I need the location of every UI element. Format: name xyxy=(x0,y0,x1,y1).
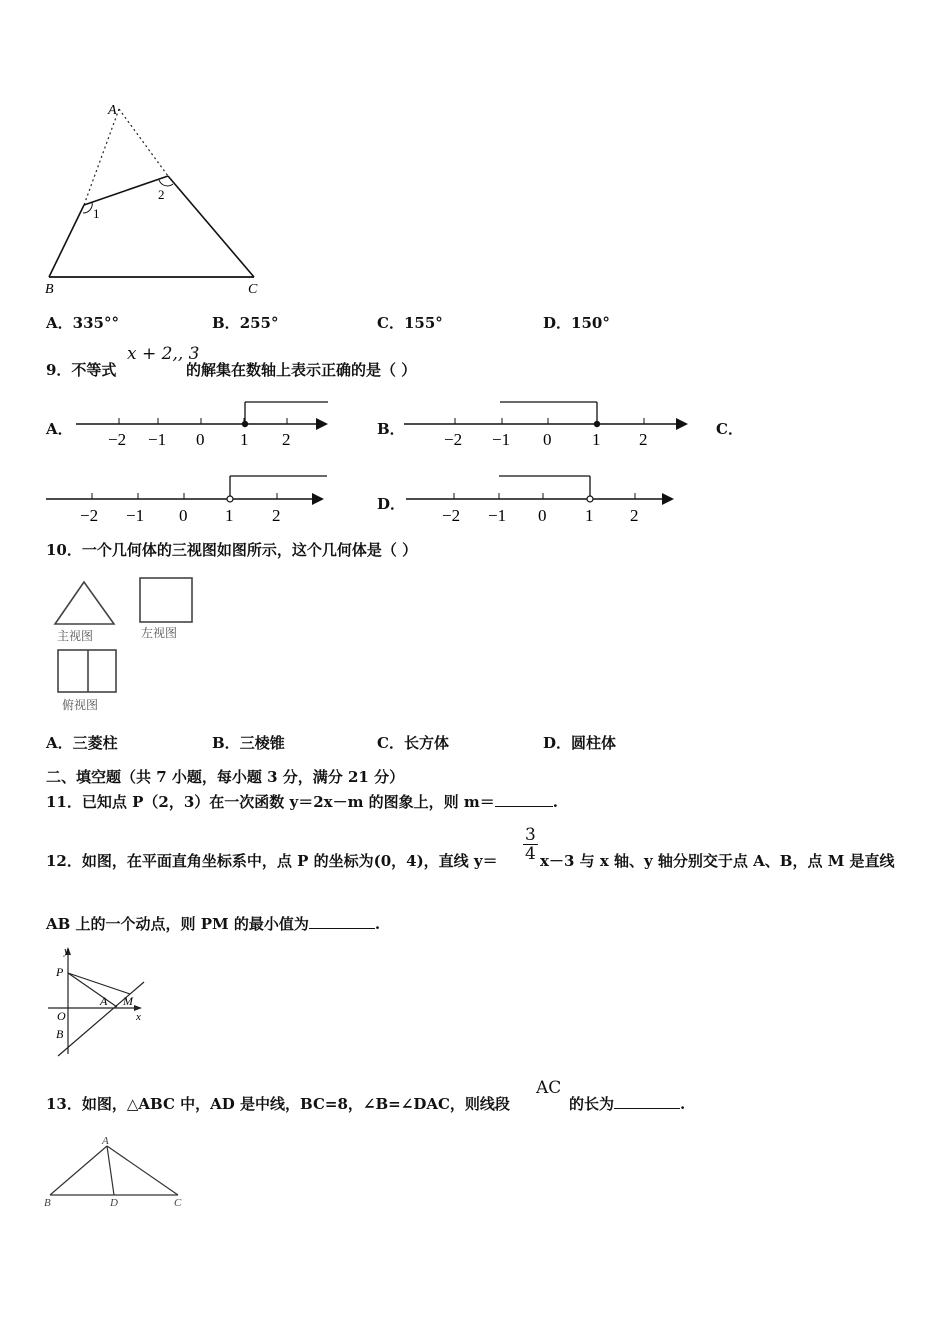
tick: 2 xyxy=(272,506,281,525)
q13-ac: AC xyxy=(536,1078,562,1098)
tick: 2 xyxy=(639,430,648,449)
label-C: C xyxy=(248,282,258,297)
tick: 1 xyxy=(240,430,249,449)
label-apex: A xyxy=(108,103,117,118)
q8-option-b[interactable]: B．255° xyxy=(212,314,279,332)
q10-option-a[interactable]: A．三菱柱 xyxy=(46,734,118,752)
label-P: P xyxy=(56,965,64,979)
tick: 2 xyxy=(630,506,639,525)
tick: −1 xyxy=(126,506,145,525)
q9-stem-suffix: 的解集在数轴上表示正确的是（ ） xyxy=(186,361,417,379)
q12-fraction: $\frac{3}{4}$ xyxy=(525,825,536,864)
front-view-label: 主视图 xyxy=(57,629,94,643)
q10-option-c[interactable]: C．长方体 xyxy=(377,734,449,752)
q12-line1-part1: 12．如图，在平面直角坐标系中，点 P 的坐标为(0，4)，直线 y＝ xyxy=(46,852,498,870)
q9-number-line-c xyxy=(42,470,332,528)
label-B: B xyxy=(45,282,54,297)
q8-triangle-figure xyxy=(40,98,280,298)
label-x: x xyxy=(136,1011,141,1023)
tick: −1 xyxy=(492,430,511,449)
label-M: M xyxy=(123,994,133,1008)
q11-line: 11．已知点 P（2，3）在一次函数 y＝2x－m 的图象上，则 m＝ . xyxy=(46,793,558,811)
q9-stem-prefix: 9．不等式 xyxy=(46,361,117,379)
tick: 0 xyxy=(538,506,547,525)
label-angle-1: 1 xyxy=(93,206,100,221)
tick: −2 xyxy=(108,430,127,449)
q8-option-c[interactable]: C．155° xyxy=(377,314,443,332)
q8-option-a[interactable]: A．335°° xyxy=(46,314,119,332)
label-D: D xyxy=(110,1197,118,1209)
q13-answer-blank[interactable] xyxy=(614,1107,680,1109)
q12-answer-blank[interactable] xyxy=(309,927,375,929)
q9-option-c-label[interactable]: C． xyxy=(716,420,743,438)
left-view-label: 左视图 xyxy=(141,626,178,640)
section-heading: 二、填空题（共 7 小题，每小题 3 分，满分 21 分） xyxy=(46,768,405,786)
tick: −2 xyxy=(80,506,99,525)
q11-text: 11．已知点 P（2，3）在一次函数 y＝2x－m 的图象上，则 m＝ xyxy=(46,793,495,811)
label-O: O xyxy=(57,1009,66,1023)
q12-coordinate-figure xyxy=(44,942,156,1060)
label-B: B xyxy=(56,1027,64,1041)
q9-number-line-d xyxy=(402,470,682,528)
q9-inequality: x + 2,, 3 xyxy=(127,344,200,364)
tick: 1 xyxy=(592,430,601,449)
q10-three-views-figure xyxy=(48,572,208,722)
label-y: y xyxy=(64,945,69,957)
tick: −2 xyxy=(444,430,463,449)
q10-stem: 10．一个几何体的三视图如图所示，这个几何体是（ ） xyxy=(46,541,418,559)
tick: −2 xyxy=(442,506,461,525)
label-C: C xyxy=(174,1197,182,1209)
q10-option-b[interactable]: B．三棱锥 xyxy=(212,734,285,752)
label-B: B xyxy=(44,1197,51,1209)
tick: 0 xyxy=(179,506,188,525)
q13-part2-line: 的长为 . xyxy=(569,1095,686,1113)
top-view-label: 俯视图 xyxy=(62,698,99,712)
q13-triangle-figure xyxy=(40,1134,190,1210)
q13-part1: 13．如图，△ABC 中，AD 是中线，BC=8，∠B=∠DAC，则线段 xyxy=(46,1095,510,1113)
tick: 2 xyxy=(282,430,291,449)
q10-option-d[interactable]: D．圆柱体 xyxy=(543,734,617,752)
label-angle-2: 2 xyxy=(158,187,165,202)
label-A: A xyxy=(100,994,108,1008)
label-A: A xyxy=(102,1135,109,1147)
q9-option-b-label[interactable]: B． xyxy=(377,420,405,438)
q12-line1-part2: x－3 与 x 轴、y 轴分别交于点 A、B，点 M 是直线 xyxy=(540,852,895,870)
tick: 1 xyxy=(585,506,594,525)
tick: −1 xyxy=(488,506,507,525)
tick: 1 xyxy=(225,506,234,525)
tick: 0 xyxy=(196,430,205,449)
q9-number-line-a xyxy=(70,396,335,452)
tick: 0 xyxy=(543,430,552,449)
tick: −1 xyxy=(148,430,167,449)
q12-line2: AB 上的一个动点，则 PM 的最小值为 . xyxy=(46,915,381,933)
q9-option-d-label[interactable]: D． xyxy=(377,495,406,513)
q8-option-d[interactable]: D．150° xyxy=(543,314,610,332)
q9-number-line-b xyxy=(400,396,692,452)
q11-answer-blank[interactable] xyxy=(495,805,553,807)
q9-option-a-label[interactable]: A． xyxy=(46,420,73,438)
